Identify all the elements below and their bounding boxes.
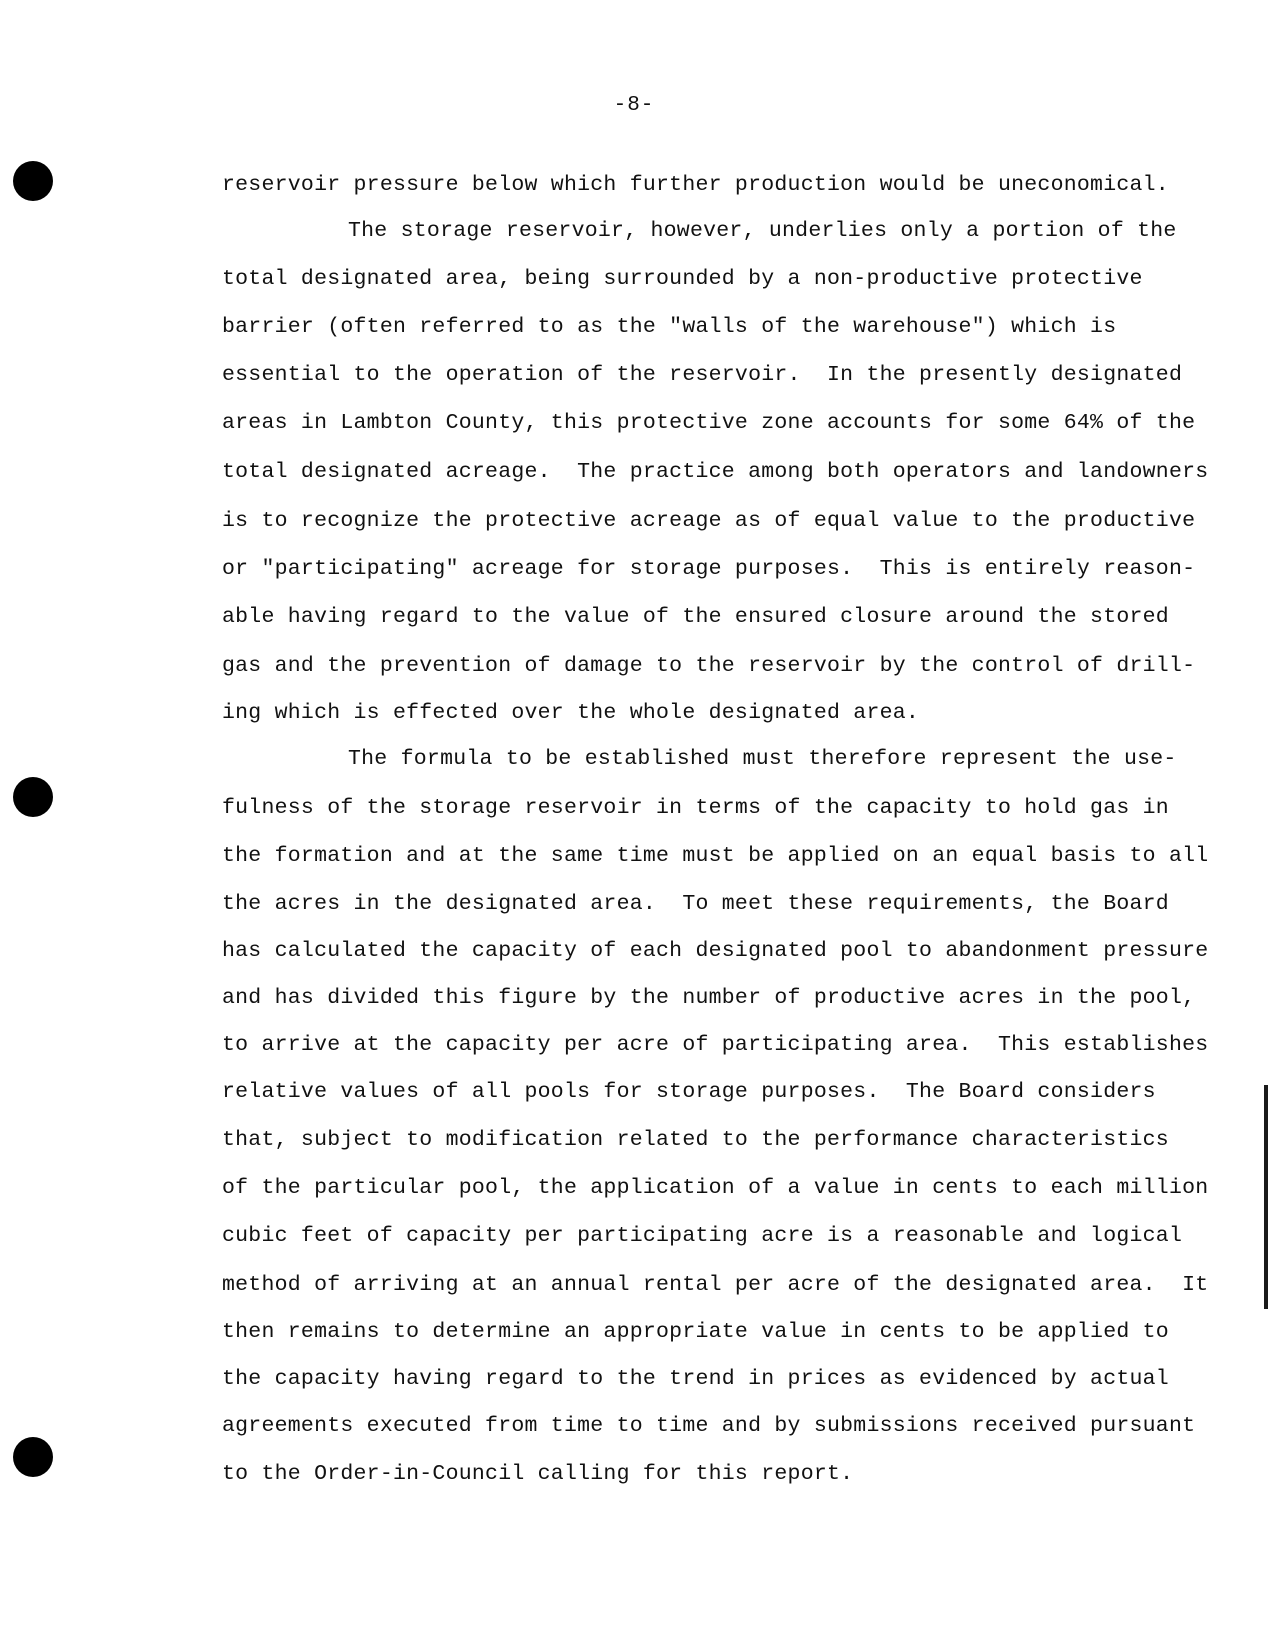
text-line: and has divided this figure by the number of productive acres in the pool,	[222, 986, 1196, 1010]
text-line: that, subject to modification related to the performance characteristics	[222, 1128, 1169, 1152]
text-line: total designated area, being surrounded by a non-productive protective	[222, 267, 1143, 291]
text-line: agreements executed from time to time and by submissions received pursuant	[222, 1414, 1196, 1438]
text-line: able having regard to the value of the ensured closure around the stored	[222, 605, 1169, 629]
punch-hole-top	[13, 161, 53, 201]
paragraph-start-line: The formula to be established must therefore represent the use-	[348, 747, 1177, 771]
text-line: the formation and at the same time must be applied on an equal basis to all	[222, 844, 1209, 868]
text-line: reservoir pressure below which further production would be uneconomical.	[222, 173, 1169, 197]
text-line: ing which is effected over the whole designated area.	[222, 701, 920, 725]
punch-hole-bottom	[13, 1437, 53, 1477]
text-line: areas in Lambton County, this protective zone accounts for some 64% of the	[222, 411, 1196, 435]
scan-edge-mark	[1264, 1085, 1268, 1309]
text-line: of the particular pool, the application of a value in cents to each million	[222, 1176, 1209, 1200]
text-line: fulness of the storage reservoir in terms of the capacity to hold gas in	[222, 796, 1169, 820]
paragraph-start-line: The storage reservoir, however, underlies only a portion of the	[348, 219, 1177, 243]
text-line: total designated acreage. The practice among both operators and landowners	[222, 460, 1209, 484]
punch-hole-middle	[13, 777, 53, 817]
text-line: or "participating" acreage for storage purposes. This is entirely reason-	[222, 557, 1196, 581]
text-line: barrier (often referred to as the "walls of the warehouse") which is	[222, 315, 1117, 339]
page-number: -8-	[613, 94, 655, 117]
text-line: essential to the operation of the reservoir. In the presently designated	[222, 363, 1183, 387]
text-line: to arrive at the capacity per acre of participating area. This establishes	[222, 1033, 1209, 1057]
text-line: cubic feet of capacity per participating acre is a reasonable and logical	[222, 1224, 1183, 1248]
text-line: then remains to determine an appropriate value in cents to be applied to	[222, 1320, 1169, 1344]
text-line: the acres in the designated area. To meet these requirements, the Board	[222, 892, 1169, 916]
text-line: has calculated the capacity of each designated pool to abandonment pressure	[222, 939, 1209, 963]
text-line: gas and the prevention of damage to the reservoir by the control of drill-	[222, 654, 1196, 678]
text-line: the capacity having regard to the trend in prices as evidenced by actual	[222, 1367, 1169, 1391]
text-line: is to recognize the protective acreage as of equal value to the productive	[222, 509, 1196, 533]
text-line: method of arriving at an annual rental per acre of the designated area. It	[222, 1273, 1209, 1297]
text-line: relative values of all pools for storage purposes. The Board considers	[222, 1080, 1156, 1104]
text-line: to the Order-in-Council calling for this report.	[222, 1462, 854, 1486]
